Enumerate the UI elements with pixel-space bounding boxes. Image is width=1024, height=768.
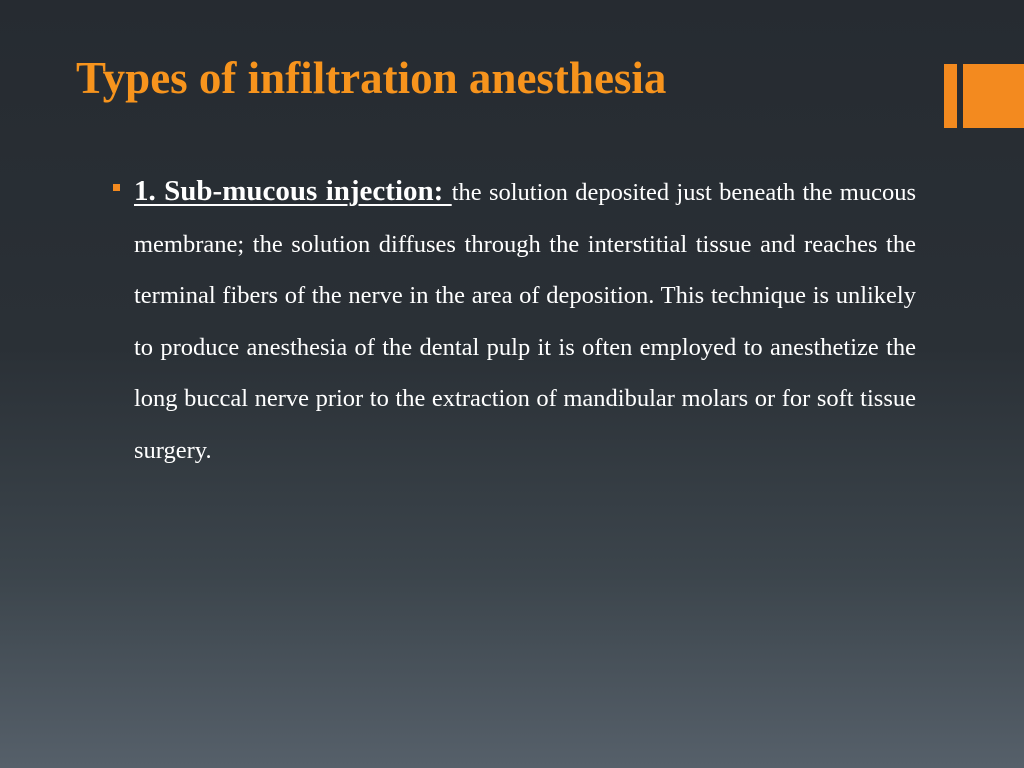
- slide-title: Types of infiltration anesthesia: [76, 53, 667, 103]
- bullet-body: the solution deposited just beneath the mucous membrane; the solution diffuses through the interstitial tissue and reaches the terminal fibers of the nerve in the area of deposition. This technique is unlikely to produce anesthesia of the dental pulp it is often employed to anesthetize the long buccal nerve prior to the extraction of mandibular molars or for soft tissue surgery.: [134, 179, 916, 464]
- accent-bar-thin: [944, 64, 957, 128]
- bullet-item: [113, 166, 916, 476]
- accent-bar-wide: [963, 64, 1024, 128]
- content-area: [113, 166, 916, 476]
- bullet-heading: 1. Sub-mucous injection:: [134, 175, 452, 207]
- square-bullet-icon: [113, 184, 120, 191]
- bullet-paragraph: [134, 166, 916, 476]
